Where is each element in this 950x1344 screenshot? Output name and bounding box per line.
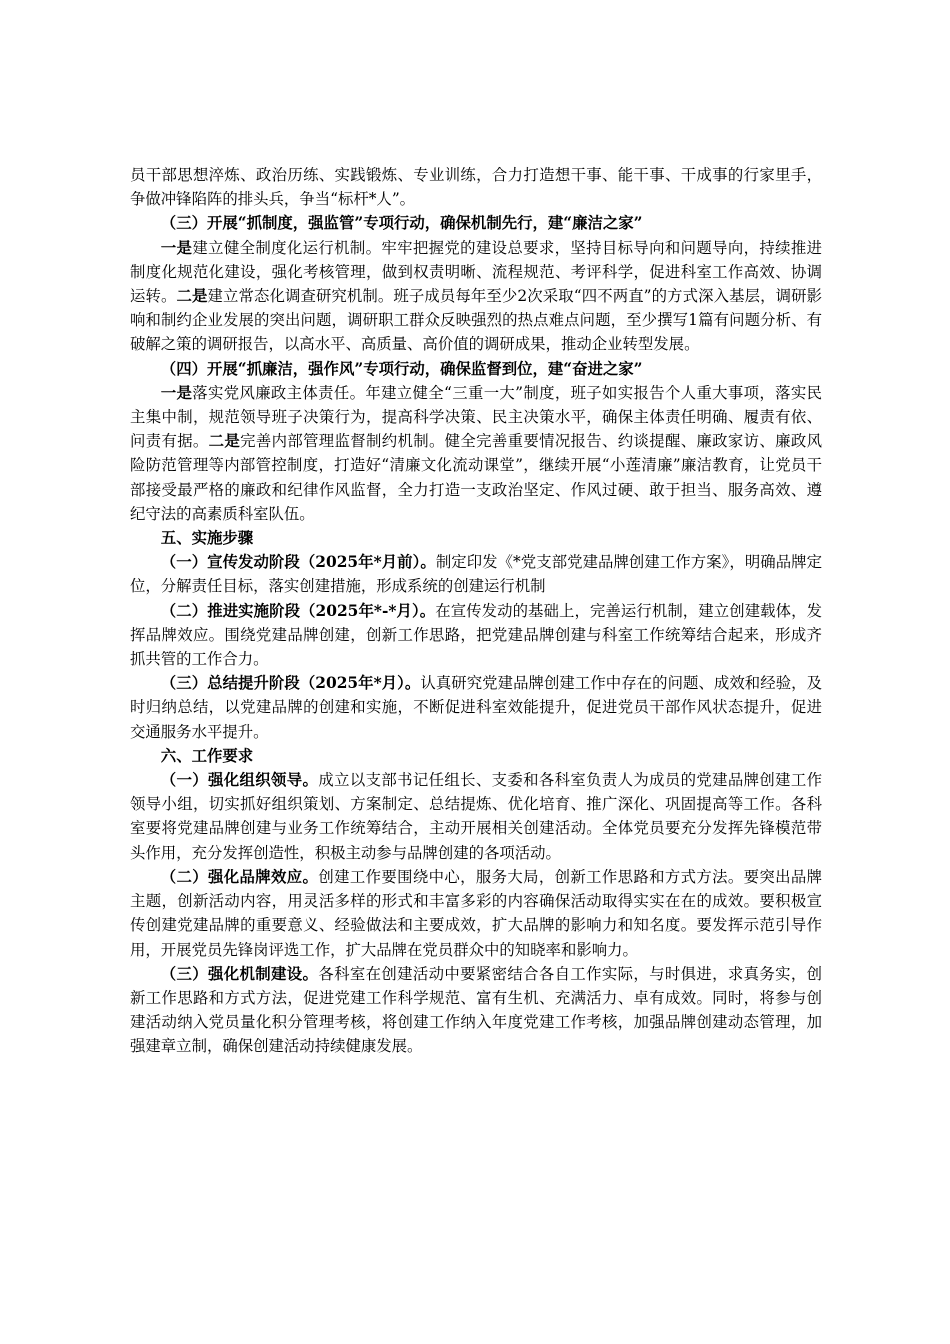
- paragraph-requirement-one: [130, 768, 822, 865]
- section-heading-implementation: 五、实施步骤: [160, 529, 254, 548]
- paragraph-requirement-three: [130, 962, 822, 1059]
- paragraph-stage-two: [130, 599, 822, 672]
- paragraph-text: 建立健全制度化运行机制。牢牢把握党的建设总要求，坚持目标导向和问题导向，持续推进制度化规范化建设，强化考核管理，做到权责明晰、流程规范、考评科学，促进科室工作高效、协调运转。: [130, 238, 822, 306]
- paragraph-text: 落实党风廉政主体责任。年建立健全“三重一大”制度，班子如实报告个人重大事项，落实民主集中制，规范领导班子决策行为，提高科学决策、民主决策水平，确保主体责任明确、履责有依、问责有据。: [130, 383, 822, 451]
- paragraph-stage-one: [130, 550, 822, 598]
- paragraph-continuation: 员干部思想淬炼、政治历练、实践锻炼、专业训练，合力打造想干事、能干事、干成事的行家里手，争做冲锋陷阵的排头兵，争当“标杆*人”。: [130, 166, 822, 209]
- lead-first: 一是: [160, 238, 193, 257]
- stage-lead: （二）推进实施阶段（2025年*-*月）。: [160, 601, 436, 620]
- paragraph-integrity: [130, 381, 822, 526]
- paragraph-system-mechanism: [130, 236, 822, 357]
- paragraph-text: 成立以支部书记任组长、支委和各科室负责人为成员的党建品牌创建工作领导小组，切实抓好组织策划、方案制定、总结提炼、优化培育、推广深化、巩固提高等工作。各科室要将党建品牌创建与业务工作统筹结合，主动开展相关创建活动。全体党员要充分发挥先锋模范带头作用，充分发挥创造性，积极主动参与品牌创建的各项活动。: [130, 771, 822, 862]
- lead-second: 二是: [208, 432, 241, 451]
- stage-lead: （三）总结提升阶段（2025年*月）。: [160, 674, 421, 693]
- paragraph-requirement-two: [130, 865, 822, 962]
- paragraph-text: 完善内部管理监督制约机制。健全完善重要情况报告、约谈提醒、廉政家访、廉政风险防范管理等内部管控制度，打造好“清廉文化流动课堂”，继续开展“小莲清廉”廉洁教育，让党员干部接受最严格的廉政和纪律作风监督，全力打造一支政治坚定、作风过硬、敢于担当、服务高效、遵纪守法的高素质科室队伍。: [130, 432, 822, 523]
- paragraph-text: 建立常态化调查研究机制。班子成员每年至少2次采取“四不两直”的方式深入基层，调研影响和制约企业发展的突出问题，调研职工群众反映强烈的热点难点问题，至少撰写1篇有问题分析、有破解之策的调研报告，以高水平、高质量、高价值的调研成果，推动企业转型发展。: [130, 287, 822, 354]
- subheading-three: （三）开展“抓制度，强监管”专项行动，确保机制先行，建“廉洁之家”: [160, 214, 643, 233]
- lead-first: 一是: [160, 383, 193, 402]
- paragraph-text: 认真研究党建品牌创建工作中存在的问题、成效和经验，及时归纳总结，以党建品牌的创建和实施，不断促进科室效能提升，促进党员干部作风状态提升，促进交通服务水平提升。: [130, 674, 822, 741]
- stage-lead: （一）宣传发动阶段（2025年*月前）。: [160, 553, 436, 572]
- subheading-four: （四）开展“抓廉洁，强作风”专项行动，确保监督到位，建“奋进之家”: [160, 359, 643, 378]
- section-heading-requirements: 六、工作要求: [160, 746, 254, 765]
- paragraph-text: 创建工作要围绕中心，服务大局，创新工作思路和方式方法。要突出品牌主题，创新活动内容，用灵活多样的形式和丰富多彩的内容确保活动取得实实在在的成效。要积极宣传创建党建品牌的重要意义、经验做法和主要成效，扩大品牌的影响力和知名度。要发挥示范引导作用，开展党员先锋岗评选工作，扩大品牌在党员群众中的知晓率和影响力。: [130, 867, 822, 959]
- paragraph-text: 各科室在创建活动中要紧密结合各自工作实际，与时俱进，求真务实，创新工作思路和方式方法，促进党建工作科学规范、富有生机、充满活力、卓有成效。同时，将参与创建活动纳入党员量化积分管理考核，将创建工作纳入年度党建工作考核，加强品牌创建动态管理，加强建章立制，确保创建活动持续健康发展。: [130, 964, 822, 1056]
- lead-second: 二是: [176, 287, 208, 306]
- document-page: [130, 163, 822, 1059]
- paragraph-stage-three: [130, 671, 822, 744]
- paragraph-text: 制定印发《*党支部党建品牌创建工作方案》，明确品牌定位，分解责任目标，落实创建措施，形成系统的创建运行机制: [130, 553, 822, 596]
- requirement-lead: （三）强化机制建设。: [160, 964, 319, 983]
- requirement-lead: （二）强化品牌效应。: [160, 867, 319, 886]
- requirement-lead: （一）强化组织领导。: [160, 771, 319, 790]
- paragraph-text: 在宣传发动的基础上，完善运行机制，建立创建载体，发挥品牌效应。围绕党建品牌创建，创新工作思路，把党建品牌创建与科室工作统筹结合起来，形成齐抓共管的工作合力。: [130, 601, 822, 669]
